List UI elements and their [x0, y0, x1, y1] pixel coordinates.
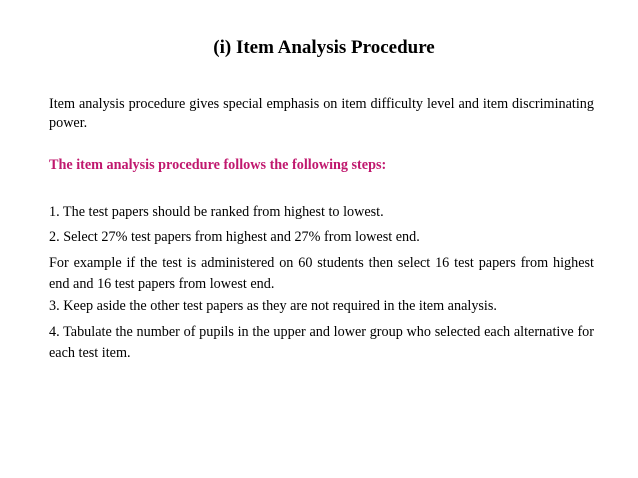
slide-title: (i) Item Analysis Procedure [213, 37, 435, 58]
example-paragraph: For example if the test is administered on 60 students then select 16 test papers from highest end and 16 test papers from lowest end. [49, 255, 594, 292]
step-item: 2. Select 27% test papers from highest and 27% from lowest end. [49, 229, 420, 245]
intro-paragraph: Item analysis procedure gives special emphasis on item difficulty level and item discriminating power. [49, 96, 594, 131]
steps-subheading: The item analysis procedure follows the following steps: [49, 157, 387, 173]
step-item: 4. Tabulate the number of pupils in the upper and lower group who selected each alternative for each test item. [49, 324, 594, 361]
step-item: 1. The test papers should be ranked from highest to lowest. [49, 204, 384, 220]
step-item: 3. Keep aside the other test papers as they are not required in the item analysis. [49, 298, 497, 314]
